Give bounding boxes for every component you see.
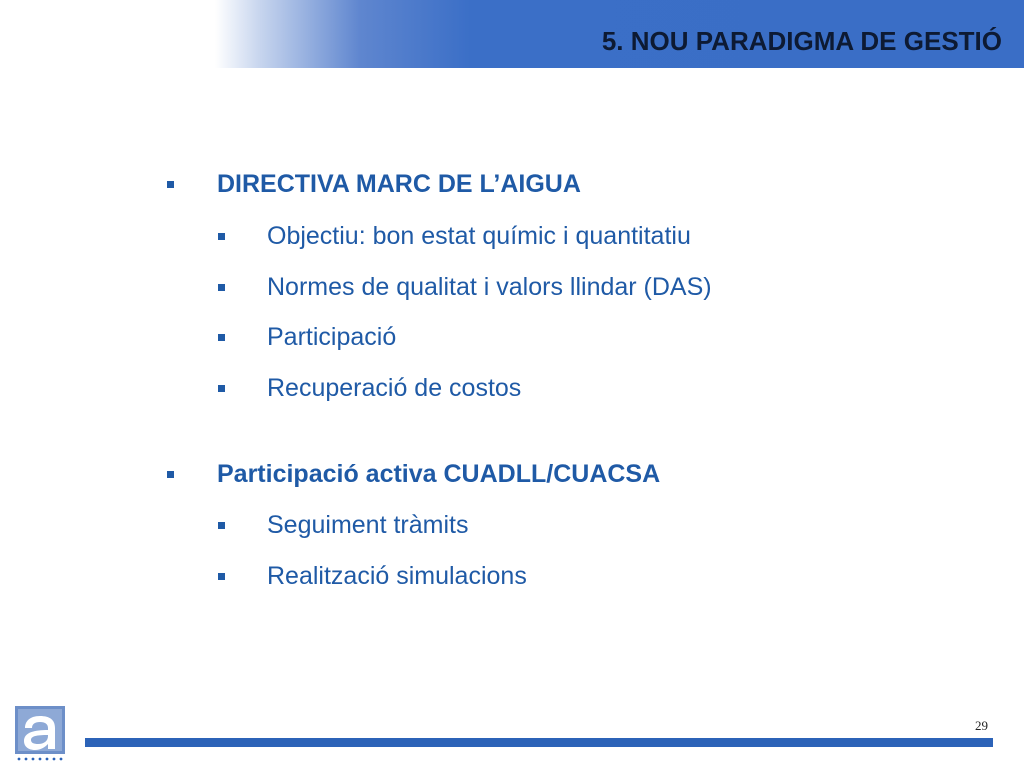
square-bullet-icon xyxy=(218,233,225,240)
list-item-text: Objectiu: bon estat químic i quantitatiu xyxy=(267,222,691,250)
list-item xyxy=(218,273,712,302)
list-item-text: Normes de qualitat i valors llindar (DAS) xyxy=(267,273,712,301)
list-item-text: Recuperació de costos xyxy=(267,374,522,402)
section-heading xyxy=(167,460,660,489)
square-bullet-icon xyxy=(218,284,225,291)
list-item-text: Participació xyxy=(267,323,397,351)
list-item xyxy=(218,374,521,403)
square-bullet-icon xyxy=(167,181,174,188)
section-heading xyxy=(167,170,581,199)
section-heading-text: Participació activa CUADLL/CUACSA xyxy=(217,460,661,488)
page-number: 29 xyxy=(975,718,988,733)
list-item xyxy=(218,323,396,352)
section-heading-text: DIRECTIVA MARC DE L’AIGUA xyxy=(217,170,581,198)
square-bullet-icon xyxy=(218,573,225,580)
list-item xyxy=(218,562,527,591)
list-item xyxy=(218,511,468,540)
list-item xyxy=(218,222,691,251)
list-item-text: Realització simulacions xyxy=(267,562,527,590)
square-bullet-icon xyxy=(218,385,225,392)
slide-title: 5. NOU PARADIGMA DE GESTIÓ xyxy=(601,26,1002,56)
footer-bar xyxy=(85,738,993,747)
letter-a-logo-icon xyxy=(15,706,65,762)
square-bullet-icon xyxy=(218,522,225,529)
square-bullet-icon xyxy=(167,471,174,478)
square-bullet-icon xyxy=(218,334,225,341)
list-item-text: Seguiment tràmits xyxy=(267,511,469,539)
